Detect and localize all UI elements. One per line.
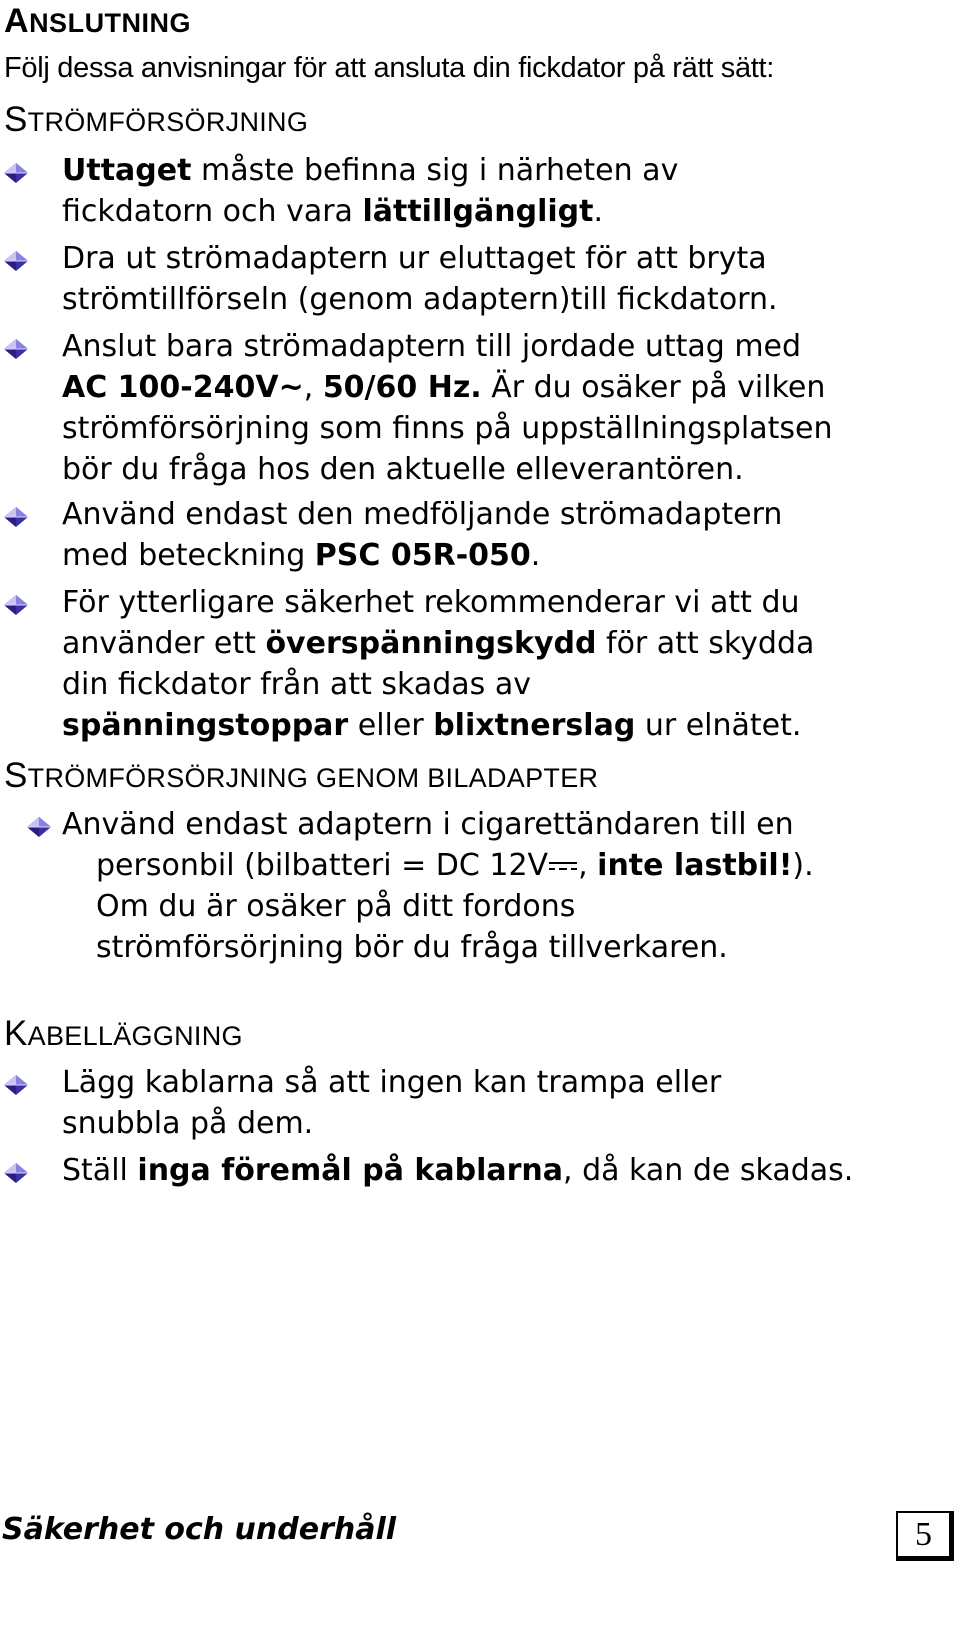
diamond-bullet-icon	[3, 162, 29, 184]
diamond-bullet-icon	[3, 338, 29, 360]
diamond-bullet-icon	[26, 816, 52, 838]
power-item-unplug: Dra ut strömadaptern ur eluttaget för att bryta strömtillförseln (genom adaptern)till fickdatorn.	[62, 241, 778, 317]
page-heading: ANSLUTNING	[4, 2, 192, 40]
footer-section-title: Säkerhet och underhåll	[2, 1512, 397, 1547]
cable-item-objects: Ställ inga föremål på kablarna, då kan de skadas.	[62, 1153, 854, 1188]
page-number-box: 5	[896, 1511, 954, 1561]
power-item-outlet: Uttaget måste befinna sig i närheten av fickdatorn och vara lättillgängligt.	[62, 153, 679, 229]
section-heading-cables: KABELLÄGGNING	[4, 1014, 243, 1053]
intro-text: Följ dessa anvisningar för att ansluta din fickdator på rätt sätt:	[4, 52, 775, 84]
diamond-bullet-icon	[3, 1162, 29, 1184]
diamond-bullet-icon	[3, 506, 29, 528]
power-item-adapter: Använd endast den medföljande strömadaptern med beteckning PSC 05R-050.	[62, 497, 783, 573]
diamond-bullet-icon	[3, 250, 29, 272]
dc-current-icon	[548, 845, 578, 867]
power-item-surge: För ytterligare säkerhet rekommenderar vi att du använder ett överspänningskydd för att skydda din fickdator från att skadas av spänningstoppar eller blixtnerslag ur elnätet.	[62, 585, 815, 743]
diamond-bullet-icon	[3, 594, 29, 616]
section-heading-power: STRÖMFÖRSÖRJNING	[4, 100, 309, 139]
diamond-bullet-icon	[3, 1074, 29, 1096]
car-adapter-item: Använd endast adaptern i cigarettändaren till en personbil (bilbatteri = DC 12V , inte lastbil!). Om du är osäker på ditt fordons strömförsörjning bör du fråga tillverkaren.	[62, 807, 814, 965]
cable-item-tripping: Lägg kablarna så att ingen kan trampa eller snubbla på dem.	[62, 1065, 722, 1141]
section-heading-car-adapter: STRÖMFÖRSÖRJNING GENOM BILADAPTER	[4, 756, 599, 795]
power-item-grounded: Anslut bara strömadaptern till jordade uttag med AC 100-240V~, 50/60 Hz. Är du osäker på vilken strömförsörjning som finns på uppställningsplatsen bör du fråga hos den aktuelle elleverantören.	[62, 329, 833, 487]
